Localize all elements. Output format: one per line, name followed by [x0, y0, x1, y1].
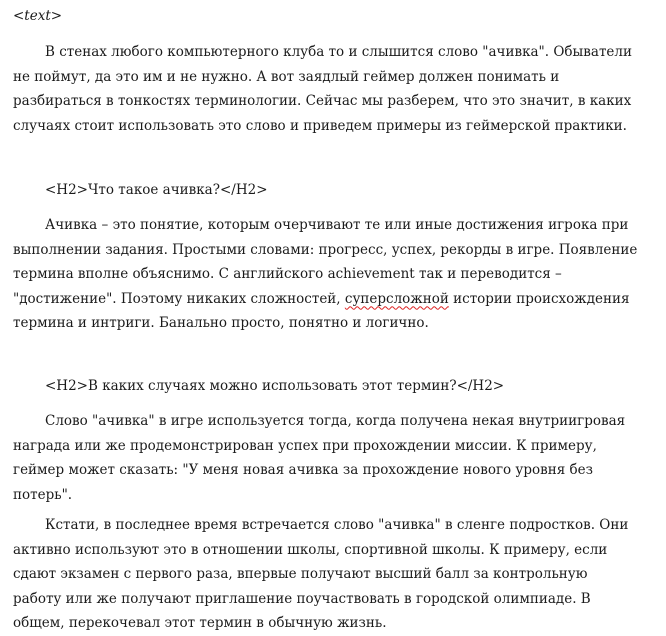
text-line: выполнении задания. Простыми словами: прогресс, успех, рекорды в игре. Появление	[13, 241, 638, 258]
heading-what-is-achievement: <H2>Что такое ачивка?</H2>	[45, 182, 268, 198]
paragraph-intro	[13, 40, 653, 138]
text-line: общем, перекочевал этот термин в обычную жизнь.	[13, 615, 387, 631]
text-line: сдают экзамен с первого раза, впервые получают высший балл за контрольную	[13, 566, 588, 582]
text-segment: "достижение". Поэтому никаких сложностей,	[13, 290, 345, 307]
text-line	[13, 287, 653, 312]
paragraph-definition	[13, 213, 653, 336]
text-line: Ачивка – это понятие, которым очерчивают те или иные достижения игрока при	[45, 217, 629, 233]
text-line: награда или же продемонстрирован успех при прохождении миссии. К примеру,	[13, 437, 597, 454]
text-line: Слово "ачивка" в игре используется тогда, когда получена некая внутриигровая	[45, 413, 626, 429]
text-line: термина вполне объяснимо. С английского achievement так и переводится –	[13, 266, 562, 282]
paragraph-slang	[13, 513, 653, 636]
text-line: В стенах любого компьютерного клуба то и слышится слово "ачивка". Обыватели	[45, 44, 632, 60]
text-line: разбираться в тонкостях терминологии. Сейчас мы разберем, что это значит, в каких	[13, 93, 632, 109]
text-line: термина и интриги. Банально просто, понятно и логично.	[13, 315, 429, 331]
paragraph-usage	[13, 409, 653, 507]
text-segment: истории происхождения	[448, 290, 630, 307]
heading-when-to-use: <H2>В каких случаях можно использовать этот термин?</H2>	[45, 378, 505, 394]
text-line: активно используют это в отношении школы, спортивной школы. К примеру, если	[13, 541, 608, 558]
text-line: не поймут, да это им и не нужно. А вот заядлый геймер должен понимать и	[13, 68, 560, 85]
text-line: работу или же получают приглашение поучаствовать в городской олимпиаде. В	[13, 590, 591, 607]
misspelled-word[interactable]: суперсложной	[344, 290, 449, 307]
text-line: потерь".	[13, 486, 73, 503]
text-line: Кстати, в последнее время встречается слово "ачивка" в сленге подростков. Они	[45, 517, 629, 533]
text-line: случаях стоит использовать это слово и приведем примеры из геймерской практики.	[13, 117, 627, 134]
text-open-tag: <text>	[13, 8, 63, 24]
text-line: геймер может сказать: "У меня новая ачивка за прохождение нового уровня без	[13, 462, 594, 478]
